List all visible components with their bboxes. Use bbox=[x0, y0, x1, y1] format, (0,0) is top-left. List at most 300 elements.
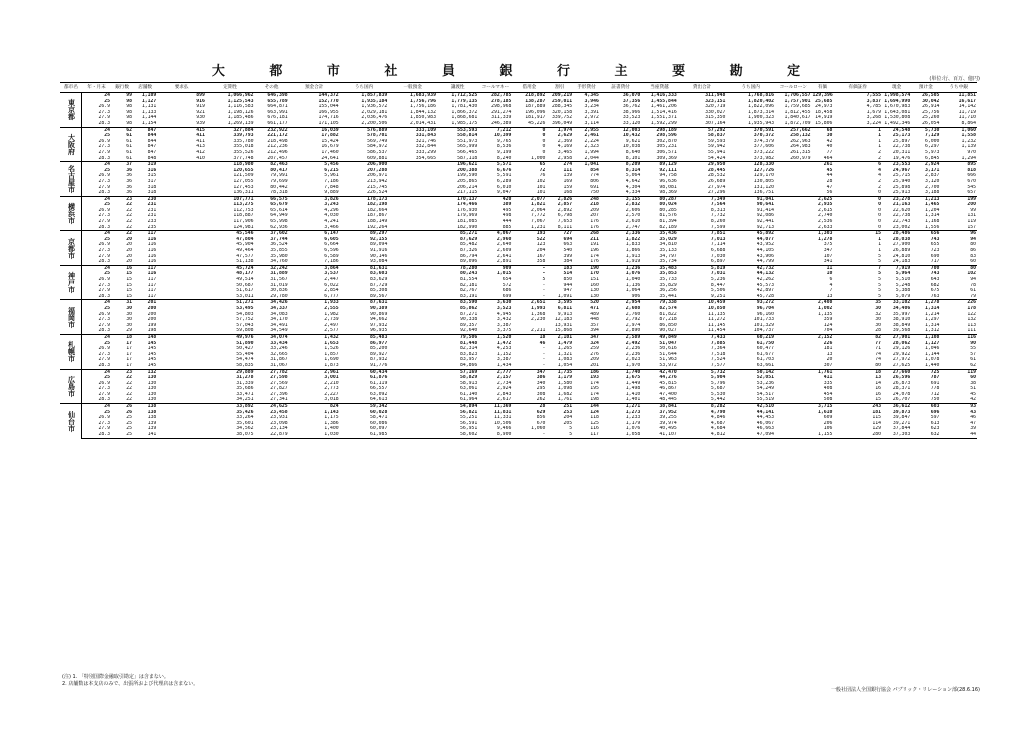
value-cell: 87,629 bbox=[459, 236, 478, 242]
value-cell: 1,109 bbox=[133, 93, 157, 99]
value-cell: 919 bbox=[196, 104, 205, 110]
year-cell: 28.3 bbox=[98, 328, 111, 334]
value-cell: 2,892 bbox=[557, 207, 573, 213]
value-cell: 11,331 bbox=[494, 415, 512, 421]
value-cell: 1,850,983 bbox=[409, 115, 436, 121]
value-cell: 195 bbox=[590, 386, 599, 392]
value-cell: 37,952 bbox=[659, 409, 677, 415]
year-cell: 24 bbox=[82, 404, 111, 410]
value-cell: 8,282 bbox=[678, 404, 727, 410]
value-cell: 90,641 bbox=[756, 202, 775, 208]
value-cell: - bbox=[542, 346, 546, 352]
value-cell: 58,602 bbox=[437, 432, 478, 438]
value-cell: 206,900 bbox=[340, 162, 389, 168]
value-cell: 80,417 bbox=[270, 167, 288, 173]
value-cell: 20 bbox=[126, 236, 132, 242]
value-cell: 9,199 bbox=[496, 149, 512, 155]
value-cell: 57,292 bbox=[678, 127, 727, 133]
value-cell: 1,821 bbox=[530, 202, 546, 208]
value-cell: 79,991 bbox=[270, 173, 288, 179]
value-cell: 9,047 bbox=[496, 190, 512, 196]
value-cell: 675 bbox=[930, 288, 940, 294]
value-cell: 278,185 bbox=[491, 98, 512, 104]
value-cell: 13 bbox=[875, 375, 882, 381]
year-cell: 24 bbox=[82, 265, 111, 271]
value-cell: 20 bbox=[126, 248, 132, 254]
value-cell: 92,155 bbox=[370, 236, 388, 242]
value-cell: 127,453 bbox=[233, 184, 254, 190]
value-cell: 318 bbox=[147, 184, 157, 190]
value-cell: 1 bbox=[878, 138, 882, 144]
value-cell: 609 bbox=[823, 415, 833, 421]
value-cell: 1,740 bbox=[600, 369, 641, 375]
value-cell: 25 bbox=[126, 426, 132, 432]
value-cell: 50,427 bbox=[236, 346, 254, 352]
value-cell: 5,442 bbox=[710, 397, 726, 403]
value-cell: 1,278 bbox=[817, 236, 833, 242]
value-cell: 8,260 bbox=[710, 219, 726, 225]
value-cell: 15,868 bbox=[554, 328, 573, 334]
value-cell: 413 bbox=[196, 144, 205, 150]
value-cell: 1,872,709 bbox=[784, 120, 811, 126]
value-cell: 274 bbox=[546, 162, 573, 168]
value-cell: 61,985 bbox=[340, 432, 389, 438]
year-cell: 25 bbox=[104, 375, 111, 381]
value-cell: 7,919 bbox=[882, 265, 911, 271]
value-cell: 35,436 bbox=[641, 231, 677, 237]
value-cell: 7,885 bbox=[710, 340, 726, 346]
value-cell: 320,158 bbox=[551, 109, 573, 115]
value-cell: 131 bbox=[967, 213, 976, 219]
value-cell: 7,577 bbox=[710, 362, 726, 368]
value-cell: 94,758 bbox=[659, 173, 677, 179]
value-cell: 10,399 bbox=[494, 133, 512, 139]
value-cell: 231 bbox=[147, 207, 157, 213]
value-cell: 113 bbox=[967, 322, 976, 328]
value-cell: 2,323 bbox=[584, 144, 599, 150]
value-cell: 25,897 bbox=[892, 138, 911, 144]
value-cell: 2,224 bbox=[584, 138, 599, 144]
value-cell: 603 bbox=[911, 404, 940, 410]
value-cell: 21,163 bbox=[892, 202, 911, 208]
value-cell: 107 bbox=[823, 253, 833, 259]
value-cell: 316 bbox=[147, 167, 157, 173]
value-cell: 5 bbox=[878, 282, 882, 288]
value-cell: 8,101 bbox=[625, 155, 641, 161]
value-cell bbox=[388, 432, 437, 438]
value-cell: 104,737 bbox=[753, 328, 775, 334]
value-cell: 609,881 bbox=[367, 155, 388, 161]
value-cell: 196 bbox=[590, 248, 599, 254]
value-cell: 176 bbox=[590, 219, 599, 225]
value-cell: 2,700 bbox=[924, 184, 940, 190]
value-cell: - bbox=[542, 357, 546, 363]
value-cell: 7,212 bbox=[478, 127, 512, 133]
value-cell: 8,314 bbox=[625, 167, 641, 173]
value-cell: 35,426 bbox=[236, 409, 254, 415]
value-cell: 115 bbox=[872, 415, 882, 421]
value-cell: 38,075 bbox=[206, 432, 255, 438]
value-cell: 44,141 bbox=[756, 409, 775, 415]
value-cell: 909 bbox=[478, 265, 512, 271]
value-cell: 6,676 bbox=[496, 167, 512, 173]
value-cell: 248 bbox=[573, 196, 600, 202]
value-cell: 226 bbox=[823, 340, 833, 346]
value-cell: 750 bbox=[930, 397, 940, 403]
value-cell: 1,144 bbox=[141, 115, 157, 121]
value-cell: 199 bbox=[940, 196, 977, 202]
value-cell: 217,115 bbox=[457, 190, 478, 196]
value-cell: 42,262 bbox=[756, 277, 775, 282]
value-cell: 5,687 bbox=[710, 386, 726, 392]
value-cell: 885 bbox=[502, 224, 512, 230]
value-cell: 84,866 bbox=[459, 362, 478, 368]
value-cell: 36,524 bbox=[270, 242, 288, 248]
value-cell: 8,864 bbox=[961, 120, 976, 126]
value-cell: 339,752 bbox=[551, 115, 573, 121]
value-cell: 38 bbox=[970, 380, 976, 386]
value-cell: 82,314 bbox=[459, 346, 478, 352]
value-cell: 36 bbox=[126, 178, 132, 184]
value-cell: 3,946 bbox=[584, 98, 599, 104]
value-cell: 94,662 bbox=[370, 317, 388, 323]
value-cell: 74 bbox=[875, 351, 882, 357]
year-cell: 24 bbox=[82, 196, 111, 202]
value-cell: 1,653 bbox=[324, 340, 339, 346]
value-cell: 6,664 bbox=[324, 242, 339, 248]
value-cell: 7,067 bbox=[530, 219, 546, 225]
value-cell: 276 bbox=[590, 351, 599, 357]
value-cell: 558,814 bbox=[457, 133, 478, 139]
value-cell: 818 bbox=[967, 167, 976, 173]
value-cell: 1,682 bbox=[557, 391, 573, 397]
value-cell: 2,044 bbox=[584, 155, 599, 161]
value-cell: 176 bbox=[590, 259, 599, 265]
value-cell: 39,255 bbox=[659, 415, 677, 421]
year-cell: 24 bbox=[82, 162, 111, 168]
value-cell: 623 bbox=[930, 426, 940, 432]
col-header: 借用金 bbox=[512, 83, 546, 93]
value-cell: 308 bbox=[536, 391, 546, 397]
value-cell: 1 bbox=[878, 144, 882, 150]
value-cell: 774 bbox=[590, 173, 599, 179]
value-cell: 5,064 bbox=[625, 173, 641, 179]
value-cell: 124,981 bbox=[233, 224, 254, 230]
value-cell: 2,610 bbox=[625, 219, 641, 225]
value-cell: 55,941 bbox=[708, 149, 726, 155]
value-cell: 1,046 bbox=[924, 346, 940, 352]
value-cell: - bbox=[542, 293, 546, 299]
value-cell: 10,038 bbox=[622, 144, 641, 150]
table-body bbox=[60, 93, 977, 439]
value-cell: 2,152 bbox=[812, 334, 834, 340]
value-cell: 49,514 bbox=[236, 277, 254, 282]
value-cell: 130 bbox=[147, 391, 157, 397]
value-cell: 92,713 bbox=[756, 224, 775, 230]
value-cell: 5 bbox=[542, 277, 546, 282]
value-cell: 415 bbox=[157, 127, 206, 133]
value-cell: 656 bbox=[911, 231, 940, 237]
value-cell: 291,274 bbox=[491, 109, 512, 115]
value-cell: 59,808 bbox=[236, 328, 254, 334]
value-cell: 663,991 bbox=[267, 109, 288, 115]
value-cell: 57 bbox=[970, 351, 976, 357]
value-cell: 1,919 bbox=[625, 259, 641, 265]
value-cell: 410 bbox=[196, 155, 205, 161]
value-cell: 340 bbox=[536, 380, 546, 386]
year-cell: 25 bbox=[104, 236, 111, 242]
value-cell: 847 bbox=[133, 127, 157, 133]
value-cell: 1,866 bbox=[625, 248, 641, 254]
value-cell: 354,665 bbox=[415, 155, 436, 161]
value-cell: 14,919 bbox=[815, 115, 833, 121]
year-cell: 27.9 bbox=[98, 184, 111, 190]
value-cell: 122 bbox=[967, 311, 976, 317]
value-cell: 939 bbox=[196, 120, 205, 126]
value-cell: 36 bbox=[126, 190, 132, 196]
value-cell: 89,357 bbox=[459, 322, 478, 328]
value-cell: 51,644 bbox=[659, 351, 677, 357]
value-cell: 2,555 bbox=[324, 305, 339, 311]
value-cell: 847 bbox=[147, 144, 157, 150]
value-cell: 58,471 bbox=[370, 415, 388, 421]
value-cell: 2,935 bbox=[817, 202, 833, 208]
col-header: 貸出合計 bbox=[678, 83, 727, 93]
value-cell: 10,432 bbox=[622, 133, 641, 139]
value-cell: 16 bbox=[875, 386, 882, 392]
value-cell: 44,453 bbox=[756, 415, 775, 421]
value-cell: 61,677 bbox=[756, 351, 775, 357]
value-cell: 298,596 bbox=[656, 133, 677, 139]
value-cell: 4,241 bbox=[324, 219, 339, 225]
value-cell: 3,188 bbox=[924, 190, 940, 196]
value-cell: 31,867 bbox=[270, 357, 288, 363]
value-cell: 464 bbox=[823, 155, 833, 161]
value-cell: 86,850 bbox=[659, 322, 677, 328]
value-cell: 187,889 bbox=[525, 104, 546, 110]
value-cell: 25,898 bbox=[892, 184, 911, 190]
value-cell: 2,617 bbox=[496, 397, 512, 403]
value-cell: 20 bbox=[126, 253, 132, 259]
value-cell: 259 bbox=[590, 346, 599, 352]
bank-cell: 福岡市 bbox=[60, 300, 82, 335]
value-cell: 106 bbox=[823, 426, 833, 432]
value-cell: 22,879 bbox=[255, 432, 289, 438]
value-cell: 1,179 bbox=[625, 420, 641, 426]
value-cell: 2,497 bbox=[324, 322, 339, 328]
bank-cell: 東京都 bbox=[60, 93, 82, 128]
value-cell: 98 bbox=[126, 98, 132, 104]
value-cell: 155,044 bbox=[318, 104, 339, 110]
value-cell: 117,906 bbox=[233, 219, 254, 225]
year-cell: 27.3 bbox=[98, 144, 111, 150]
value-cell: 2,891 bbox=[496, 259, 512, 265]
year-cell: 27.9 bbox=[98, 288, 111, 294]
value-cell: 3,715 bbox=[812, 404, 834, 410]
value-cell: 61 bbox=[970, 357, 976, 363]
value-cell: 7,772 bbox=[530, 213, 546, 219]
value-cell: 8,209 bbox=[600, 162, 641, 168]
value-cell: 117 bbox=[133, 265, 157, 271]
value-cell: 4,067 bbox=[478, 231, 512, 237]
value-cell: 60,086 bbox=[370, 420, 388, 426]
value-cell: 57,169 bbox=[437, 369, 478, 375]
value-cell: 1,060 bbox=[530, 426, 546, 432]
value-cell: 15 bbox=[833, 231, 882, 237]
value-cell: 699 bbox=[502, 293, 512, 299]
note-1: (注) 1. 「特別国際金融取引勘定」は含まない。 bbox=[62, 674, 169, 680]
value-cell: 226 bbox=[940, 300, 977, 306]
value-cell: 22 bbox=[126, 380, 132, 386]
value-cell: 1,054 bbox=[557, 362, 573, 368]
value-cell: 35,853 bbox=[659, 271, 677, 277]
value-cell: 9,251 bbox=[710, 293, 726, 299]
value-cell: 130 bbox=[147, 380, 157, 386]
value-cell: 282,785 bbox=[478, 93, 512, 99]
value-cell: 30,836 bbox=[270, 288, 288, 294]
value-cell: 11,272 bbox=[708, 317, 726, 323]
value-cell: 93,272 bbox=[726, 300, 775, 306]
value-cell: 6,605 bbox=[324, 236, 339, 242]
year-cell: 25 bbox=[104, 133, 111, 139]
value-cell: 80,287 bbox=[641, 196, 677, 202]
value-cell: 20 bbox=[826, 357, 833, 363]
value-cell: 1,679 bbox=[866, 109, 882, 115]
value-cell: 2,843 bbox=[496, 391, 512, 397]
value-cell: 370,591 bbox=[726, 127, 775, 133]
value-cell: 5 bbox=[878, 253, 882, 259]
value-cell: 51,890 bbox=[236, 340, 254, 346]
year-cell: 28.3 bbox=[98, 224, 111, 230]
value-cell: 2,608 bbox=[625, 305, 641, 311]
value-cell: 98,081 bbox=[659, 184, 677, 190]
value-cell: 117 bbox=[133, 231, 157, 237]
value-cell: 30 bbox=[875, 322, 882, 328]
value-cell: 1 bbox=[878, 242, 882, 248]
header-row bbox=[60, 83, 977, 93]
value-cell: 1,135 bbox=[817, 311, 833, 317]
value-cell: 9,466 bbox=[496, 426, 512, 432]
col-header: 都市名 bbox=[60, 83, 82, 93]
value-cell: 725 bbox=[911, 369, 940, 375]
value-cell: 7,433 bbox=[678, 334, 727, 340]
value-cell: 33,471 bbox=[236, 391, 254, 397]
value-cell: 35,855 bbox=[270, 248, 288, 254]
value-cell: 65,998 bbox=[270, 219, 288, 225]
value-cell: 916 bbox=[196, 98, 205, 104]
value-cell: 375 bbox=[823, 242, 833, 248]
value-cell: 6 bbox=[833, 162, 882, 168]
value-cell: 4,296 bbox=[324, 207, 339, 213]
value-cell: 1,273 bbox=[625, 409, 641, 415]
value-cell: 4,846 bbox=[710, 415, 726, 421]
value-cell: 3,837 bbox=[866, 98, 882, 104]
value-cell: 5 bbox=[878, 259, 882, 265]
value-cell: 44,077 bbox=[756, 236, 775, 242]
value-cell: 5,236 bbox=[710, 277, 726, 282]
value-cell: 315,350 bbox=[705, 115, 726, 121]
value-cell: 132 bbox=[133, 369, 157, 375]
value-cell: 2,651 bbox=[512, 300, 546, 306]
year-cell: 25 bbox=[104, 409, 111, 415]
value-cell: 586,537 bbox=[367, 149, 388, 155]
value-cell: 28,062 bbox=[892, 340, 911, 346]
value-cell: 0 bbox=[542, 138, 546, 144]
value-cell: 119 bbox=[940, 369, 977, 375]
value-cell: 46,867 bbox=[659, 386, 677, 392]
value-cell: 17 bbox=[126, 340, 132, 346]
value-cell: 1,133 bbox=[141, 109, 157, 115]
value-cell: 87,932 bbox=[370, 357, 388, 363]
value-cell: 7 bbox=[833, 265, 882, 271]
value-cell: 1,386 bbox=[324, 420, 339, 426]
value-cell: 6,000 bbox=[924, 138, 940, 144]
value-cell: 25,685 bbox=[815, 98, 833, 104]
value-cell: 2,570 bbox=[625, 213, 641, 219]
value-cell: 127,726 bbox=[753, 167, 775, 173]
value-cell: 3,466 bbox=[324, 224, 339, 230]
value-cell: 118,887 bbox=[233, 213, 254, 219]
value-cell: 204 bbox=[536, 248, 546, 254]
value-cell: 6 bbox=[829, 277, 833, 282]
value-cell: 206 bbox=[823, 420, 833, 426]
value-cell: 5,530 bbox=[710, 391, 726, 397]
value-cell: 96,704 bbox=[756, 305, 775, 311]
value-cell: 7,564 bbox=[710, 202, 726, 208]
value-cell: 2,447 bbox=[324, 277, 339, 282]
value-cell: 207,457 bbox=[267, 155, 288, 161]
value-cell: 15,424 bbox=[321, 138, 339, 144]
value-cell: 3,224 bbox=[866, 120, 882, 126]
value-cell: 1,556 bbox=[924, 224, 940, 230]
value-cell: 117 bbox=[147, 282, 157, 288]
value-cell: 13 bbox=[826, 351, 833, 357]
value-cell: 33,523 bbox=[622, 115, 641, 121]
value-cell: 34,562 bbox=[236, 426, 254, 432]
value-cell: 10,506 bbox=[494, 420, 512, 426]
value-cell: 139 bbox=[563, 173, 573, 179]
value-cell: 43,952 bbox=[756, 242, 775, 248]
value-cell: 27,901 bbox=[882, 334, 911, 340]
col-header: うち国内 bbox=[726, 83, 775, 93]
value-cell: 0 bbox=[878, 224, 882, 230]
value-cell: 31,889 bbox=[270, 271, 288, 277]
value-cell: 170 bbox=[590, 271, 599, 277]
value-cell: 116 bbox=[147, 248, 157, 254]
value-cell: 1,735 bbox=[546, 369, 573, 375]
value-cell: 226,524 bbox=[367, 190, 388, 196]
value-cell: 28 bbox=[875, 328, 882, 334]
year-cell: 26.9 bbox=[98, 346, 111, 352]
value-cell: 129 bbox=[872, 426, 882, 432]
year-cell: 27.3 bbox=[98, 386, 111, 392]
value-cell: 28,532 bbox=[708, 173, 726, 179]
value-cell: 85,271 bbox=[437, 231, 478, 237]
value-cell: 0 bbox=[833, 196, 882, 202]
value-cell: 2,837 bbox=[924, 173, 940, 179]
value-cell: 2,773 bbox=[324, 386, 339, 392]
value-cell: 824 bbox=[289, 404, 340, 410]
value-cell: 116 bbox=[147, 236, 157, 242]
value-cell: 1,294 bbox=[961, 155, 976, 161]
value-cell: 25 bbox=[126, 420, 132, 426]
value-cell: 198 bbox=[147, 328, 157, 334]
value-cell: 1,076 bbox=[625, 426, 641, 432]
value-cell: 850 bbox=[563, 277, 573, 282]
value-cell: 80 bbox=[875, 362, 882, 368]
value-cell: 63,092 bbox=[370, 391, 388, 397]
value-cell: 4,785 bbox=[866, 104, 882, 110]
